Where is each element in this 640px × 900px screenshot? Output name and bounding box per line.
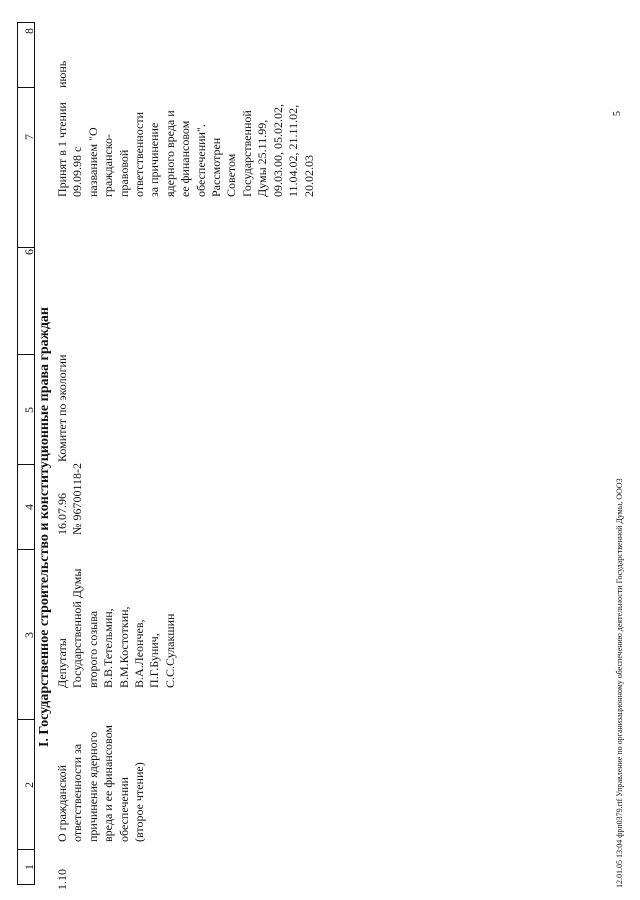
column-number-7: 7 [22,134,36,140]
table-right-border [17,22,35,23]
column-number-1: 1 [22,864,36,870]
document-footer: 12.01.05 13:04 фрп0379.rtf Управление по организационному обеспечению деятельности Государственной Думы, ООО3 [615,478,624,888]
page-number: 5 [612,111,623,116]
bill-initiators: Депутаты Государственной Думы второго созыва В.В.Тетельмин, В.М.Костоткин, В.А.Леончев, П.Г.Бунич, С.С.Сулакшин [55,568,177,688]
col-divider-5 [17,354,35,355]
column-number-2: 2 [22,782,36,788]
header-bottom-border [34,23,35,885]
table-left-border [17,884,35,885]
column-number-6: 6 [22,249,36,255]
col-divider-7 [17,87,35,88]
section-title: I. Государственное строительство и конституционные права граждан [37,307,52,748]
consideration-status: Принят в 1 чтении 09.09.98 с названием "О гражданско- правовой ответственности за причинение ядерного вреда и ее финансовом обеспечении". Рассмотрен Советом Государственной Думы 25.11.99, 09.03.00, 05.02.02, 11.04.02, 21.11.02, 20.02.03 [55,102,316,197]
col-divider-3 [17,549,35,550]
row-number: 1.10 [55,869,69,890]
responsible-committee: Комитет по экологии [55,354,69,462]
column-number-3: 3 [22,632,36,638]
column-number-5: 5 [22,407,36,413]
column-number-8: 8 [22,28,36,34]
planned-term: июнь [55,60,69,88]
registration-info: 16.07.96 № 96700118-2 [55,463,85,535]
col-divider-2 [17,719,35,720]
table-top-border [17,23,18,885]
col-divider-4 [17,464,35,465]
column-number-4: 4 [22,504,36,510]
bill-title: О гражданской ответственности за причинение ядерного вреда и ее финансовом обеспечении (второе чтение) [55,725,147,842]
col-divider-1 [17,849,35,850]
